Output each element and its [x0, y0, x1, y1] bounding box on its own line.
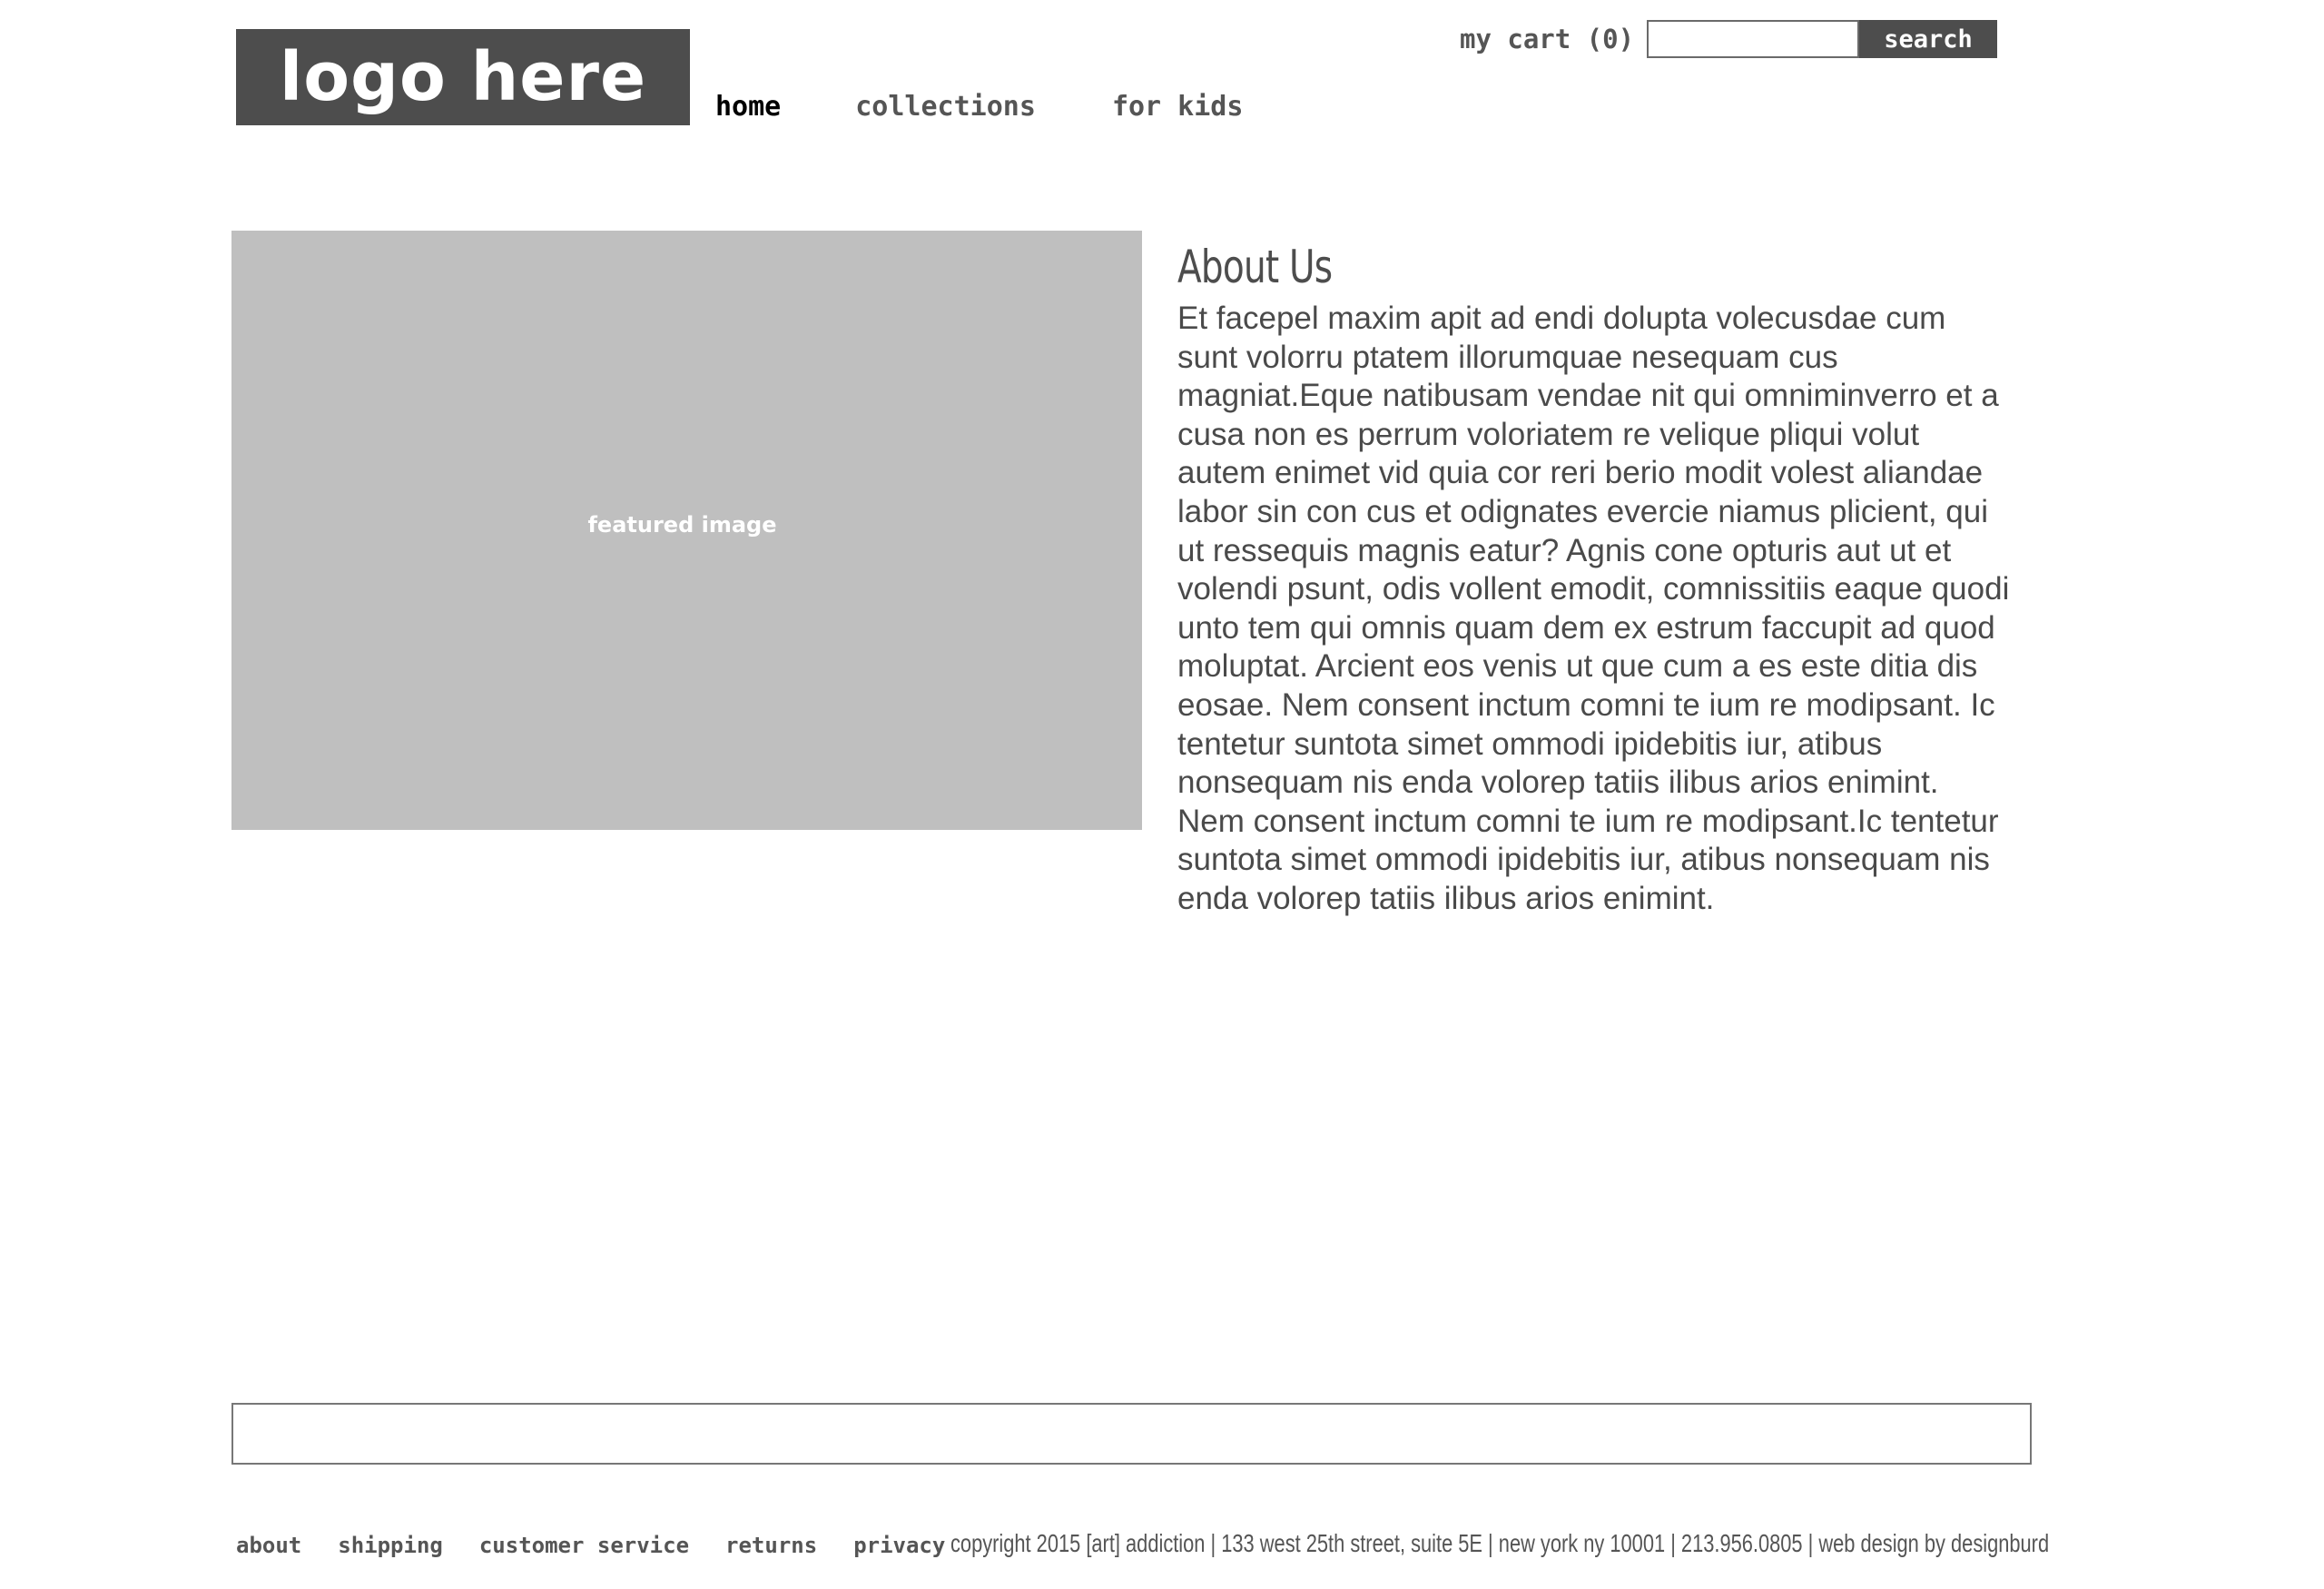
nav-for-kids-link[interactable]: for kids: [1111, 91, 1244, 123]
nav-collections-link[interactable]: collections: [855, 91, 1036, 123]
cart-link[interactable]: my cart (0): [1460, 24, 1635, 54]
nav-home-link[interactable]: home: [715, 91, 782, 123]
about-section: [1177, 238, 2013, 919]
about-body-text: Et facepel maxim apit ad endi dolupta volecusdae cum sunt volorru ptatem illorumquae nesequam cus magniat.Eque natibusam vendae nit qui omniminverro et a cusa non es perrum voloriatem re velique pliqui volut autem enimet vid quia cor reri berio modit volest aliandae labor sin con cus et odignates evercie niamus plicient, qui ut ressequis magnis eatur? Agnis cone opturis aut ut et volendi psunt, odis vollent emodit, comnissitiis eaque quodi unto tem qui omnis quam dem ex estrum faccupit ad quod moluptat. Arcient eos venis ut que cum a es este ditia dis eosae. Nem consent inctum comni te ium re modipsant. Ic tentetur suntota simet ommodi ipidebitis iur, atibus nonsequam nis enda volorep tatiis ilibus arios enimint. Nem consent inctum comni te ium re modipsant.Ic tentetur suntota simet ommodi ipidebitis iur, atibus nonsequam nis enda volorep tatiis ilibus arios enimint.: [1177, 301, 2010, 916]
footer-nav: [236, 1533, 945, 1558]
logo[interactable]: [236, 29, 690, 125]
footer-link-customer-service[interactable]: customer service: [478, 1533, 690, 1558]
footer-banner: [231, 1403, 2032, 1465]
featured-image: [231, 231, 1142, 830]
header-utility: [1460, 20, 1997, 58]
search-button[interactable]: search: [1859, 20, 1997, 58]
footer-link-returns[interactable]: returns: [725, 1533, 818, 1558]
search-input[interactable]: [1647, 20, 1859, 58]
footer-link-privacy[interactable]: privacy: [853, 1533, 946, 1558]
footer-link-about[interactable]: about: [236, 1533, 302, 1558]
footer-link-shipping[interactable]: shipping: [338, 1533, 443, 1558]
logo-text: logo here: [279, 38, 647, 116]
copyright-text: copyright 2015 [art] addiction | 133 west 25th street, suite 5E | new york ny 10001 | 213.956.0805 | web design by designburd: [950, 1529, 2050, 1557]
about-title: About Us: [1177, 241, 1333, 293]
featured-image-label: featured image: [587, 512, 777, 538]
main-nav: [715, 91, 1243, 123]
